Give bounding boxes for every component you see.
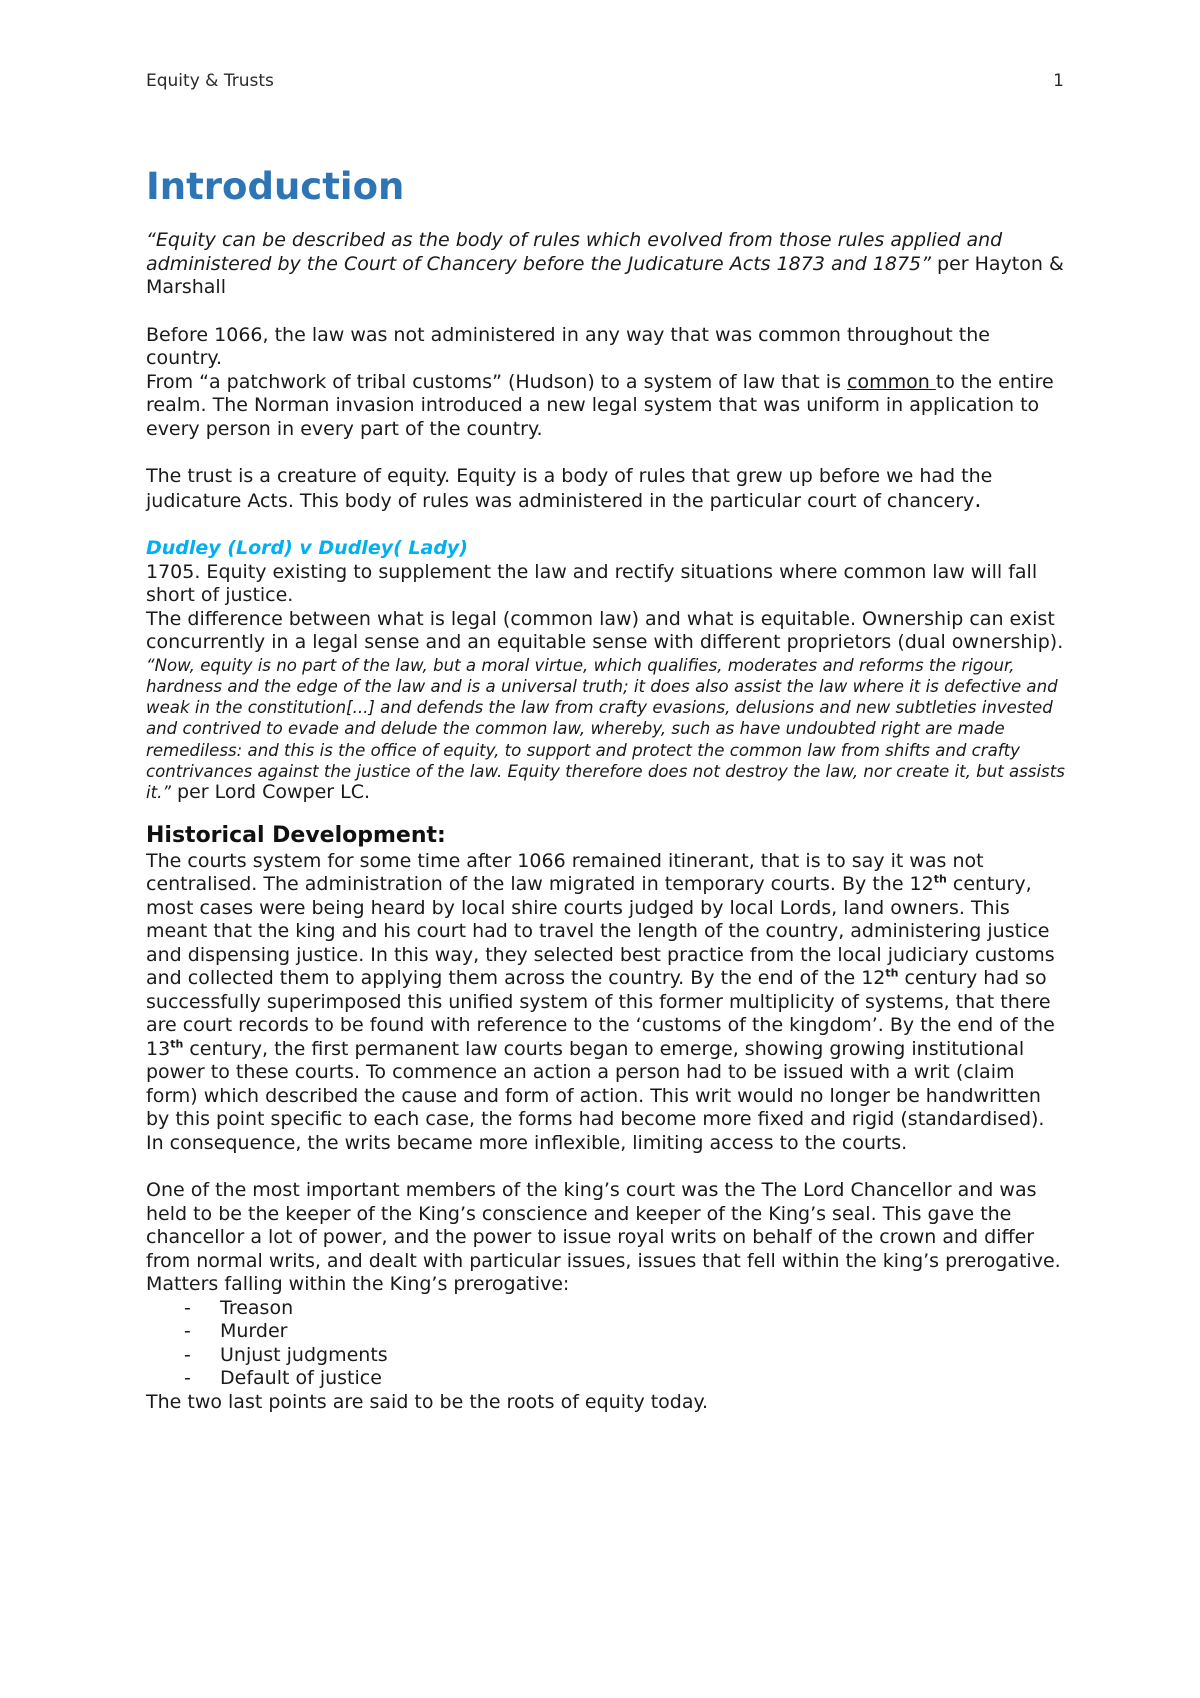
historical-text-b: century, most cases were being heard by local shire courts judged by local Lords, land owners. This meant that the king and his court had to travel the length of the country, administering justice and dispensing justice. In this way, they selected best practice from the local judiciary customs and collected them to applying them across the country. By the end of the 12	[146, 873, 1055, 990]
running-header	[146, 70, 1064, 92]
paragraph-trust-text: The trust is a creature of equity. Equity is a body of rules that grew up before we had the judicature Acts. This body of rules was administered in the particular court of chancery	[146, 465, 993, 512]
list-item: - Treason	[146, 1297, 1066, 1321]
case-paragraph-ownership: The difference between what is legal (common law) and what is equitable. Ownership can exist concurrently in a legal sense and an equitable sense with different proprietors (dual ownership).	[146, 607, 1064, 653]
list-item: - Unjust judgments	[146, 1344, 1066, 1368]
closing-paragraph: The two last points are said to be the roots of equity today.	[146, 1390, 709, 1413]
paragraph-patchwork-start: From “a patchwork of tribal customs” (Hudson) to a system of law that is	[146, 370, 848, 393]
cowper-quote-paragraph	[146, 655, 1066, 804]
header-title: Equity & Trusts	[146, 71, 274, 91]
cowper-attribution: per Lord Cowper LC.	[171, 781, 371, 804]
case-heading: Dudley (Lord) v Dudley( Lady)	[146, 537, 468, 559]
list-item: - Murder	[146, 1320, 1066, 1344]
prerogative-list-intro: Matters falling within the King’s prerogative:	[146, 1273, 570, 1296]
historical-text-d: century, the first permanent law courts began to emerge, showing growing institutional power to these courts. To commence an action a person had to be issued with a writ (claim form) which described the cause and form of action. This writ would no longer be handwritten by this point specific to each case, the forms had become more fixed and rigid (standardised). In consequence, the writs became more inflexible, limiting access to the courts.	[146, 1037, 1045, 1154]
page-title: Introduction	[146, 165, 405, 208]
page-number: 1	[1053, 71, 1064, 91]
paragraph-before-1066: Before 1066, the law was not administered in any way that was common throughout the country.	[146, 323, 990, 369]
historical-paragraph-courts	[146, 850, 1066, 1156]
paragraph-trust	[146, 465, 1066, 513]
list-item: - Default of justice	[146, 1367, 1066, 1391]
underlined-word: common	[847, 370, 936, 393]
intro-quote-attribution: per Hayton & Marshall	[146, 252, 1064, 298]
cowper-quote: “Now, equity is no part of the law, but a moral virtue, which qualifies, moderates and reforms the rigour, hardness and the edge of the law and is a universal truth; it does also assist the law where it is defective and weak in the constitution[...] and defends the law from crafty evasions, delusions and new subtleties invested and contrived to evade and delude the common law, whereby, such as have undoubted right are made remediless: and this is the office of equity, to support and protect the common law from shifts and crafty contrivances against the justice of the law. Equity therefore does not destroy the law, nor create it, but assists it.”	[146, 655, 1065, 803]
section-heading-historical: Historical Development:	[146, 822, 446, 848]
paragraph-patchwork-end: to the entire realm. The Norman invasion introduced a new legal system that was uniform in application to every person in every part of the country.	[146, 370, 1054, 440]
ordinal-suffix: th	[933, 872, 947, 886]
prerogative-list	[146, 1297, 1066, 1391]
ordinal-suffix: th	[885, 966, 899, 980]
historical-paragraph-chancellor: One of the most important members of the king’s court was the The Lord Chancellor and was held to be the keeper of the King’s conscience and keeper of the King’s seal. This gave the chancellor a lot of power, and the power to issue royal writs on behalf of the crown and differ from normal writs, and dealt with particular issues, issues that fell within the king’s prerogative.	[146, 1179, 1061, 1272]
paragraph-patchwork	[146, 371, 1066, 442]
intro-quote-paragraph	[146, 229, 1066, 300]
historical-text-a: The courts system for some time after 1066 remained itinerant, that is to say it was not centralised. The administration of the law migrated in temporary courts. By the 12	[146, 849, 984, 896]
document-body	[146, 165, 1066, 1414]
intro-quote: “Equity can be described as the body of rules which evolved from those rules applied and administered by the Court of Chancery before the Judicature Acts 1873 and 1875”	[146, 229, 1003, 275]
historical-text-c: century had so successfully superimposed this unified system of this former multiplicity of systems, that there are court records to be found with reference to the ‘customs of the kingdom’. By the end of the 13	[146, 967, 1055, 1060]
ordinal-suffix: th	[170, 1037, 184, 1051]
paragraph-trust-period: .	[974, 486, 982, 513]
case-paragraph-1705: 1705. Equity existing to supplement the law and rectify situations where common law will fall short of justice.	[146, 560, 1038, 606]
